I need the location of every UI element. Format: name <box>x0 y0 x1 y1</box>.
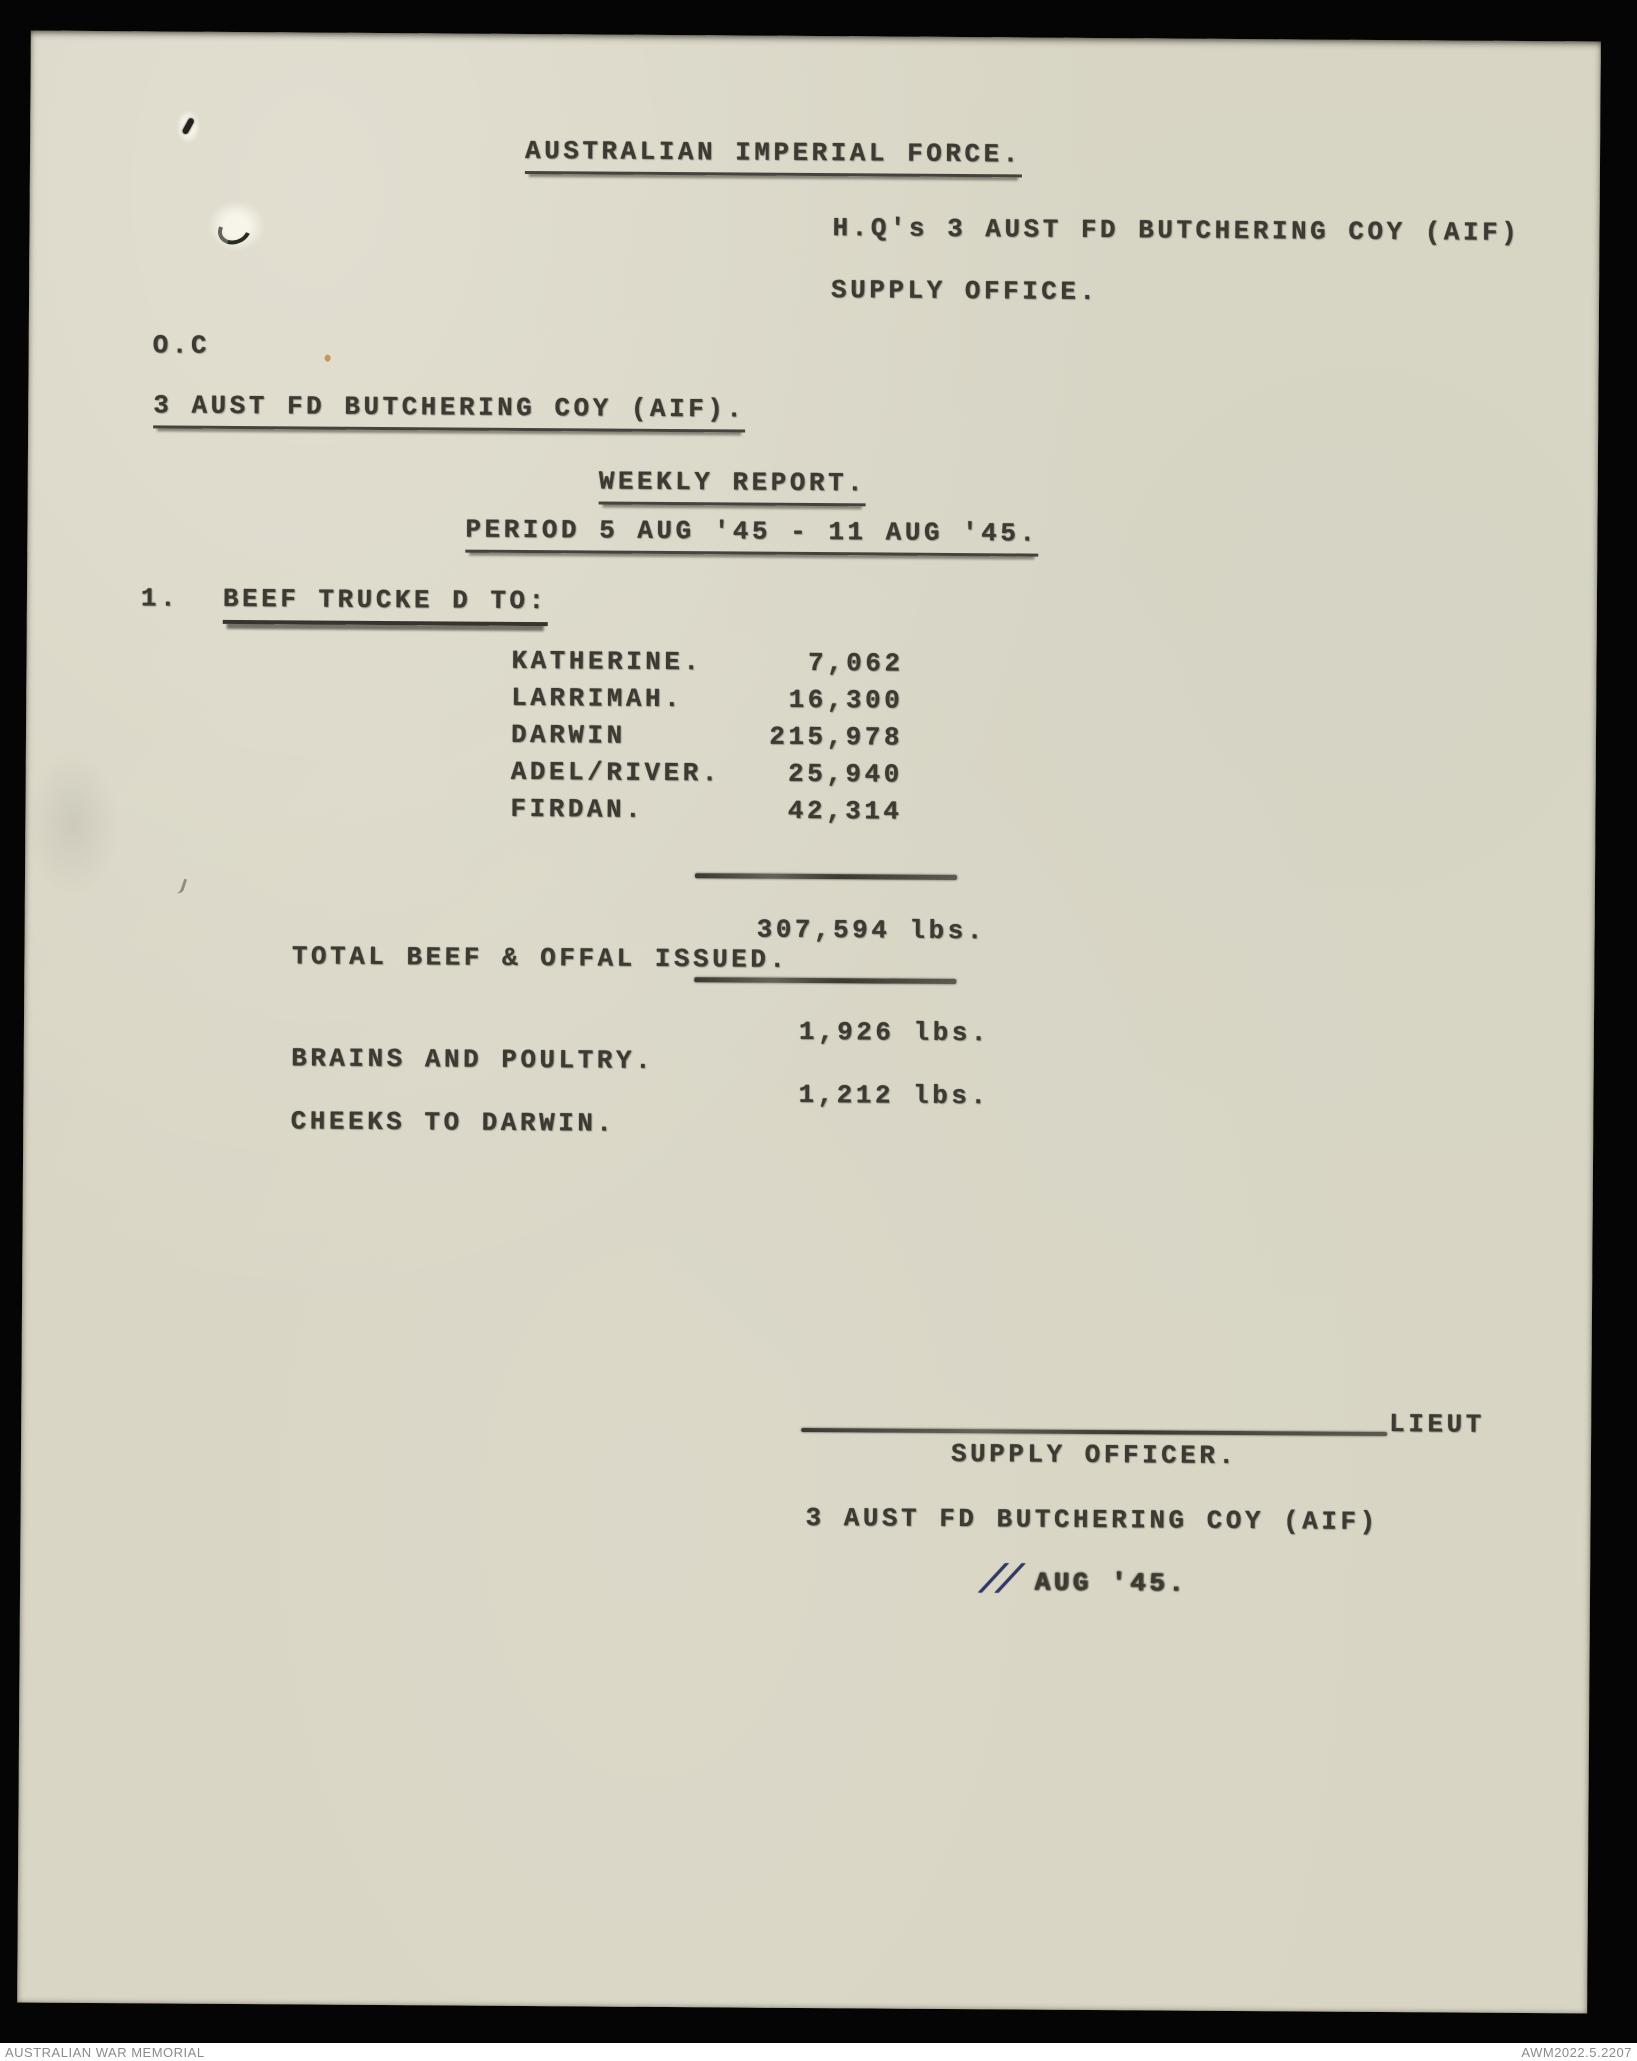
addressee: O.C <box>152 330 211 361</box>
row-amount: 16,300 <box>788 684 904 716</box>
signature-unit: 3 AUST FD BUTCHERING COY (AIF) <box>805 1502 1379 1537</box>
brains-value: 1,926 lbs. <box>798 1016 991 1049</box>
table-row <box>511 683 903 723</box>
addressee-unit-line: 3 AUST FD BUTCHERING COY (AIF). <box>153 391 745 432</box>
paper-crease-mark <box>207 200 265 252</box>
paper-hole-mark <box>176 110 200 144</box>
cheeks-value: 1,212 lbs. <box>798 1079 990 1112</box>
row-location: ADEL/RIVER. <box>510 756 721 789</box>
row-location: KATHERINE. <box>511 645 703 678</box>
beef-trucked-table <box>510 646 903 834</box>
office-line: SUPPLY OFFICE. <box>831 275 1099 308</box>
report-period: PERIOD 5 AUG '45 - 11 AUG '45. <box>465 516 1038 557</box>
document-page <box>17 31 1601 2014</box>
footer-archive-name: AUSTRALIAN WAR MEMORIAL <box>5 2044 205 2060</box>
report-title: WEEKLY REPORT. <box>599 468 867 507</box>
hq-line: H.Q's 3 AUST FD BUTCHERING COY (AIF) <box>832 213 1521 248</box>
total-rule-top <box>695 873 957 880</box>
paper-smudge <box>25 749 121 900</box>
total-label: TOTAL BEEF & OFFAL ISSUED. <box>291 941 789 975</box>
brains-label: BRAINS AND POULTRY. <box>291 1043 655 1076</box>
row-amount: 42,314 <box>787 795 903 827</box>
ink-stain-dot <box>325 355 331 362</box>
total-value: 307,594 lbs. <box>756 914 986 947</box>
row-amount: 215,978 <box>769 721 904 753</box>
document-title: AUSTRALIAN IMPERIAL FORCE. <box>525 137 1022 177</box>
table-row <box>510 794 902 834</box>
handwritten-day: // <box>978 1557 1030 1599</box>
table-row <box>511 646 903 686</box>
section-number: 1. <box>140 583 180 614</box>
row-location: FIRDAN. <box>510 793 645 825</box>
row-amount: 7,062 <box>807 647 904 679</box>
row-amount: 25,940 <box>788 758 903 790</box>
footer-catalog-number: AWM2022.5.2207 <box>1521 2044 1632 2060</box>
section-heading: BEEF TRUCKE D TO: <box>223 585 548 626</box>
table-row <box>511 757 903 797</box>
typed-date: AUG '45. <box>1034 1567 1188 1599</box>
table-row <box>511 720 903 760</box>
signature-title: SUPPLY OFFICER. <box>950 1439 1238 1472</box>
row-location: DARWIN <box>510 719 626 751</box>
footer-bar <box>0 2043 1637 2061</box>
cheeks-label: CHEEKS TO DARWIN. <box>290 1106 616 1139</box>
signature-rank: LIEUT <box>1389 1409 1485 1440</box>
date-line <box>978 1557 1188 1599</box>
row-location: LARRIMAH. <box>511 682 684 715</box>
stray-pen-mark <box>173 876 188 894</box>
signature-line <box>801 1428 1387 1436</box>
cheeks-line <box>214 1077 1035 1202</box>
